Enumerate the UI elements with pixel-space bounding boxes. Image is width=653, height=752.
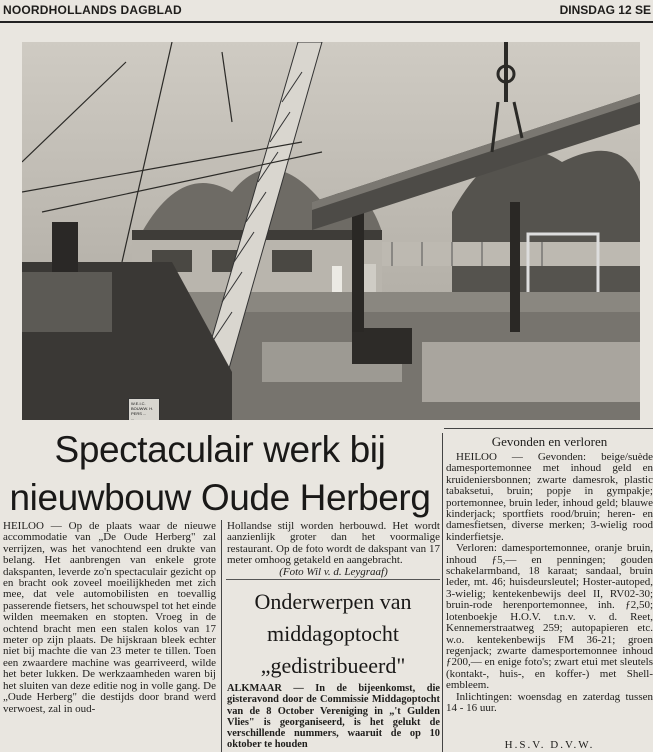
article-column-2	[227, 521, 440, 578]
inlichtingen: Inlichtingen: woensdag en zaterdag tussen 14 - 16 uur.	[446, 690, 653, 714]
gevonden-title: Gevonden en verloren	[491, 434, 608, 449]
masthead-rule	[0, 21, 653, 23]
gevonden-column	[446, 452, 653, 714]
section-divider-right	[444, 428, 653, 429]
crane-sign: W.E.I.C. BOUWW. H. PERS ... ...	[128, 398, 160, 420]
article-body-1: HEILOO — Op de plaats waar de nieuwe accommodatie van „De Oude Herberg" zal verrijzen, was het vanochtend een drukte van belang. Het aanbrengen van enkele grote dakspanten, leverde zo'n spectaculair gezicht op en bracht ook zoveel moeilijkheden met zich mee, dat vele automobilisten en toevallig passerende fietsers, het schouwspel tot het einde wilden meemaken en stopten. Vroeg in de ochtend bracht men een stalen kolos van 17 meter op zijn plaats. De hijskraan bleek echter niet bij machte die van 23 meter te tillen. Toen een zwaardere machine was gearriveerd, wilde het beter lukken. De werkzaamheden waren bij het sluiten van deze editie nog in volle gang. De „Oude Herberg" die destijds door brand werd verwoest, zal in oud-	[3, 520, 216, 715]
construction-photo	[22, 42, 640, 420]
column-divider-right	[442, 433, 443, 752]
construction-photo-illustration	[22, 42, 640, 420]
headline-line-2: nieuwbouw Oude Herberg	[9, 477, 431, 518]
issue-date: DINSDAG 12 SE	[559, 3, 651, 17]
newspaper-name: NOORDHOLLANDS DAGBLAD	[3, 3, 182, 17]
section-divider	[226, 579, 440, 580]
optocht-headline-line-1: Onderwerpen van	[254, 589, 412, 614]
optocht-headline-line-2: middagoptocht	[267, 621, 399, 646]
column-divider	[221, 520, 222, 752]
verloren-list: Verloren: damesportemonnee, oranje bruin, inhoud ƒ5,— en penningen; gouden schakelarmband, 18 karaat; sandaal, bruin leder, mt. 46; huisdeursleutel; Hoster-autoped, 3-wielig; kentekenbewijs deel II, RV02-30; bruin-rode herenportemonnee, inh. ƒ2,50; lotenboekje H.O.V. t.n.v. v. d. Reet, Kennemerstraatweg 259; autopapieren etc. w.o. kentekenbewijs FM 36-21; groen regenjack; zwarte damesportemonnee inhoud ƒ200,— en enige foto's; zwart etui met sleutels (kontakt-, huis-, en koffer-) met Shell-embleem.	[446, 542, 653, 692]
photo-credit: (Foto Wil v. d. Leygraaf)	[279, 565, 388, 578]
optocht-headline-line-3: „gedistribueerd"	[260, 653, 406, 678]
article-column-1	[3, 521, 216, 715]
headline-line-1: Spectaculair werk bij	[54, 429, 386, 470]
optocht-article	[227, 683, 440, 751]
article-body-2: Hollandse stijl worden herbouwd. Het wordt aanzienlijk groter dan het voormalige restaurant. Op de foto wordt de dakspant van 17 meter omhoog getakeld en aangebracht.	[227, 520, 440, 567]
optocht-body: ALKMAAR — In de bijeenkomst, die gisteravond door de Commissie Middagoptocht van de 8 October Vereniging in „'t Gulden Vlies" is georganiseerd, is het gelukt de verschillende nummers, waaruit de op 10 oktober te houden	[227, 683, 440, 751]
next-article-head: H.S.V. D.V.W.	[504, 739, 595, 751]
gevonden-list: HEILOO — Gevonden: beige/suède damesportemonnee met inhoud geld en kruideniersbonnen; zwarte damesrok, plastic tabaksetui, bruin; popje in gympakje; portemonnee, bruin leder, inhoud geld; blauwe kinderjack; sportfiets rood/bruin; heren- en damesfietsen, diverse merken; 3-wielig rood kinderfietsje.	[446, 451, 653, 543]
